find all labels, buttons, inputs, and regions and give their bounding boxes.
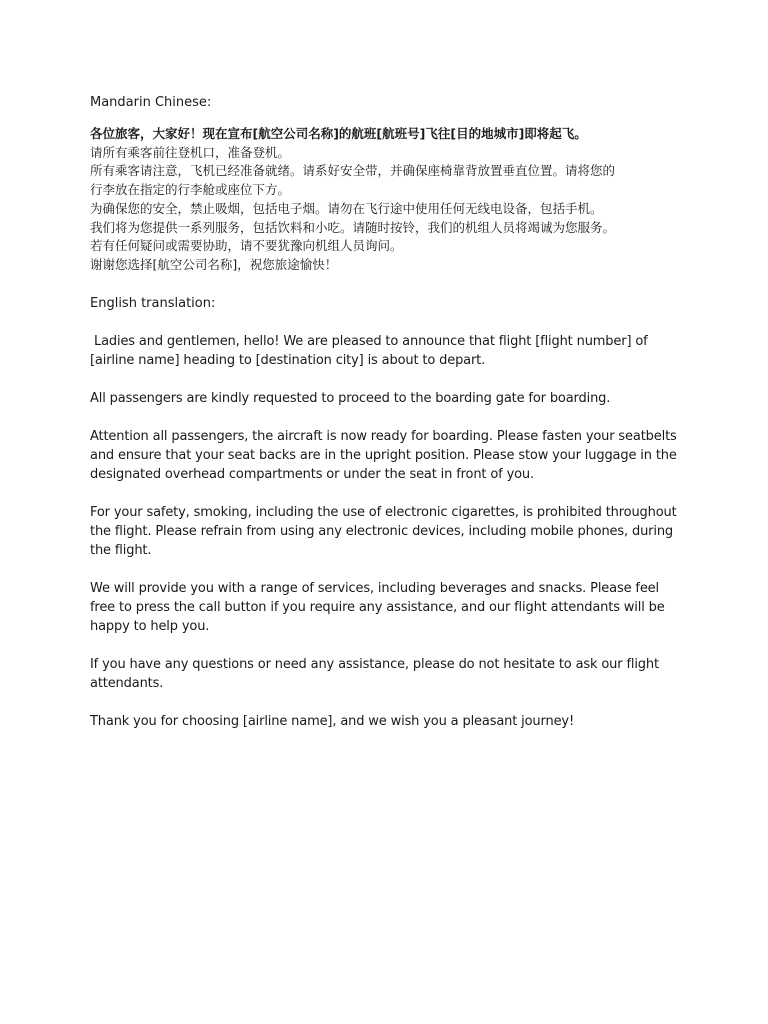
document-page: [90, 93, 680, 750]
english-paragraph: Ladies and gentlemen, hello! We are pleased to announce that flight [flight number] of [airline name] heading to [destination city] is about to depart.: [90, 333, 652, 368]
english-heading: English translation:: [90, 295, 216, 311]
english-paragraph: For your safety, smoking, including the use of electronic cigarettes, is prohibited throughout the flight. Please refrain from using any electronic devices, including mobile phones, during the flight.: [90, 504, 677, 558]
mandarin-line: 所有乘客请注意，飞机已经准备就绪。请系好安全带，并确保座椅靠背放置垂直位置。请将您的: [90, 163, 616, 179]
mandarin-line: 请所有乘客前往登机口，准备登机。: [90, 144, 291, 160]
mandarin-line: 为确保您的安全，禁止吸烟，包括电子烟。请勿在飞行途中使用任何无线电设备，包括手机。: [90, 200, 603, 216]
english-paragraph: We will provide you with a range of services, including beverages and snacks. Please feel free to press the call button if you require any assistance, and our flight attendants will be happy to help you.: [90, 580, 665, 634]
mandarin-heading: Mandarin Chinese:: [90, 95, 212, 110]
english-translation: [90, 332, 680, 731]
mandarin-line: 若有任何疑问或需要协助，请不要犹豫向机组人员询问。: [90, 238, 403, 254]
mandarin-announcement: [90, 125, 680, 275]
mandarin-line: 我们将为您提供一系列服务，包括饮料和小吃。请随时按铃，我们的机组人员将竭诚为您服务。: [90, 219, 616, 235]
mandarin-line: 谢谢您选择[航空公司名称]，祝您旅途愉快！: [90, 256, 338, 272]
english-paragraph: Attention all passengers, the aircraft is now ready for boarding. Please fasten your seatbelts and ensure that your seat backs are in the upright position. Please stow your luggage in the designated overhead compartments or under the seat in front of you.: [90, 428, 677, 482]
english-paragraph: All passengers are kindly requested to proceed to the boarding gate for boarding.: [90, 390, 611, 406]
mandarin-line: 各位旅客，大家好！现在宣布[航空公司名称]的航班[航班号]飞往[目的地城市]即将起飞。: [90, 126, 587, 141]
mandarin-line: 行李放在指定的行李舱或座位下方。: [90, 182, 291, 198]
english-paragraph: If you have any questions or need any assistance, please do not hesitate to ask our flight attendants.: [90, 656, 659, 691]
english-paragraph: Thank you for choosing [airline name], and we wish you a pleasant journey!: [90, 713, 575, 729]
